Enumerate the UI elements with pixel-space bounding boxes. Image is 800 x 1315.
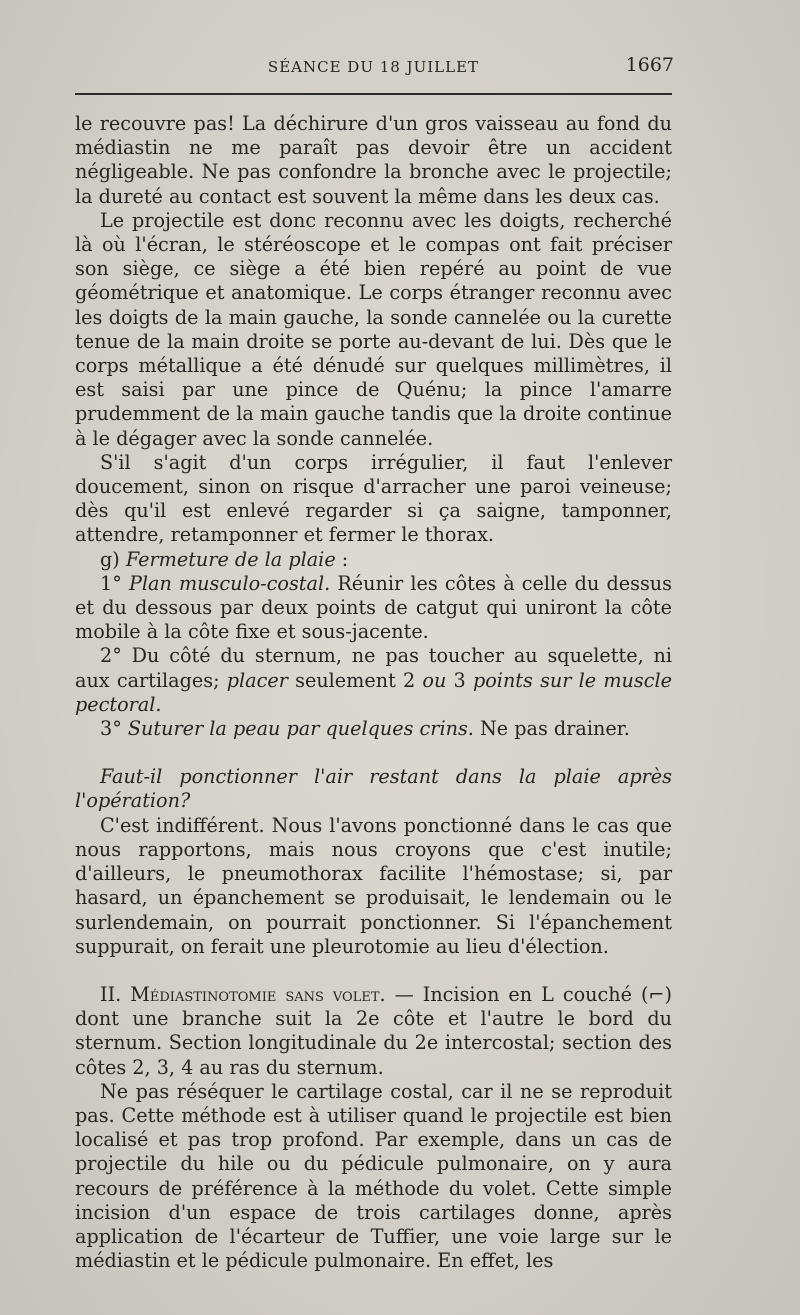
- paragraph-3: S'il s'agit d'un corps irrégulier, il faut l'enlever doucement, sinon on risque d'arracher une paroi veineuse; dès qu'il est enlevé regarder si ça saigne, tamponner, attendre, retamponner et fermer le thorax.: [75, 450, 672, 547]
- header-rule: [75, 93, 672, 95]
- step-3-text: Ne pas drainer.: [473, 717, 630, 741]
- step-1: [75, 572, 672, 645]
- paragraph-1: le recouvre pas! La déchirure d'un gros vaisseau au fond du médiastin ne me paraît pas devoir être un accident négligeable. Ne pas confondre la bronche avec le projectile; la dureté au contact est souvent la même dans les deux cas.: [75, 112, 672, 208]
- section-2-number: II.: [100, 982, 131, 1006]
- section-2-title: Médiastinotomie sans volet.: [130, 982, 386, 1006]
- step-1-text: Réunir les côtes à celle du dessus et du dessous par deux points de catgut qui uniront la côte mobile à la côte fixe et sous-jacente.: [75, 571, 673, 644]
- running-head: SÉANCE DU 18 JUILLET: [267, 58, 480, 76]
- subsection-g-tail: :: [335, 547, 349, 571]
- section-gap-2: [75, 959, 672, 983]
- body-text: [75, 112, 672, 1273]
- step-2-mid-2: 3: [446, 668, 473, 692]
- step-3: [75, 717, 672, 741]
- question-text: Faut-il ponctionner l'air restant dans la plaie après l'opération?: [75, 765, 672, 813]
- step-2-mid: seulement 2: [287, 668, 423, 692]
- paragraph-2: Le projectile est donc reconnu avec les doigts, recherché là où l'écran, le stéréoscope et le compas ont fait préciser son siège, ce siège a été bien repéré au point de vue géométrique et anatomique. Le corps étranger reconnu avec les doigts de la main gauche, la sonde cannelée ou la curette tenue de la main droite se porte au-devant de lui. Dès que le corps métallique a été dénudé sur quelques millimètres, il est saisi par une pince de Quénu; la pince l'amarre prudemment de la main gauche tandis que la droite continue à le dégager avec la sonde cannelée.: [75, 208, 672, 450]
- step-1-title: Plan musculo-costal.: [128, 571, 331, 595]
- subsection-g-label: g): [100, 547, 126, 571]
- page-header: [75, 54, 672, 80]
- section-2-text: — Incision en L couché (⌐) dont une branche suit la 2e côte et l'autre le bord du sternum. Section longitudinale du 2e intercostal; section des côtes 2, 3, 4 au ras du sternum.: [75, 982, 672, 1079]
- subsection-g: [75, 548, 672, 572]
- step-2-italic-3: points sur le muscle pectoral.: [75, 668, 672, 716]
- paragraph-5: Ne pas réséquer le cartilage costal, car il ne se reproduit pas. Cette méthode est à utiliser quand le projectile est bien localisé et pas trop profond. Par exemple, dans un cas de projectile du hile ou du pédicule pulmonaire, on y aura recours de préférence à la méthode du volet. Cette simple incision d'un espace de trois cartilages donne, après application de l'écarteur de Tuffier, une voie large sur le médiastin et le pédicule pulmonaire. En effet, les: [75, 1079, 672, 1273]
- section-gap: [75, 741, 672, 765]
- section-2-heading: [75, 983, 672, 1080]
- step-2: [75, 644, 672, 717]
- step-2-italic-2: ou: [422, 668, 447, 692]
- step-2-italic-1: placer: [226, 668, 288, 692]
- page-number: 1667: [625, 54, 674, 76]
- step-2-text: 2° Du côté du sternum, ne pas toucher au squelette, ni aux cartilages;: [75, 644, 672, 692]
- step-3-number: 3°: [100, 717, 128, 741]
- paragraph-4: C'est indifférent. Nous l'avons ponctionné dans le cas que nous rapportons, mais nous croyons que c'est inutile; d'ailleurs, le pneumothorax facilite l'hémostase; si, par hasard, un épanchement se produisait, le lendemain ou le surlendemain, on pourrait ponctionner. Si l'épanchement suppurait, on ferait une pleurotomie au lieu d'élection.: [75, 813, 672, 958]
- step-3-italic: Suturer la peau par quelques crins.: [127, 717, 474, 741]
- step-1-number: 1°: [100, 571, 129, 595]
- question-heading: [75, 765, 672, 813]
- subsection-g-title: Fermeture de la plaie: [125, 547, 336, 571]
